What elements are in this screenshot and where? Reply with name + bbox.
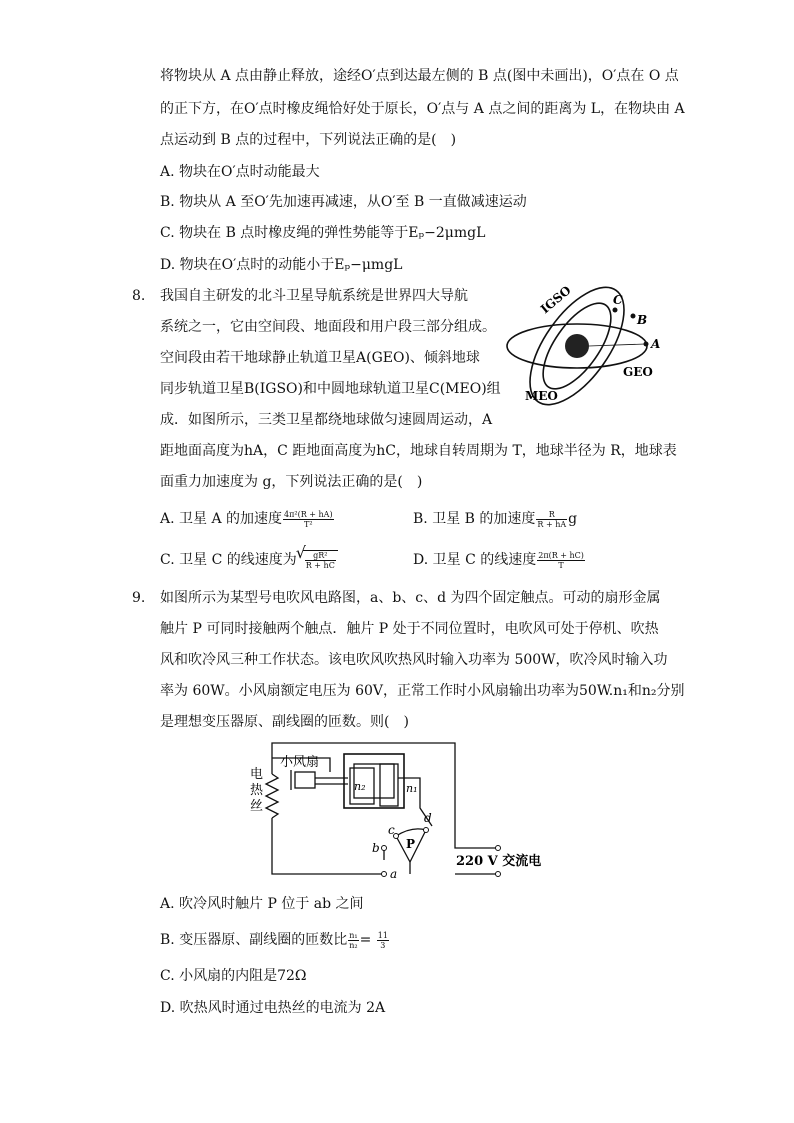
q8-option-d-fraction bbox=[537, 551, 585, 570]
q8-option-b-text: B. 卫星 B 的加速度 bbox=[413, 511, 536, 527]
q9-number: 9. bbox=[132, 590, 146, 606]
label-a: A bbox=[651, 337, 661, 351]
contact-d bbox=[424, 828, 429, 833]
q8-stem-line-3: 空间段由若干地球静止轨道卫星A(GEO)、倾斜地球 bbox=[160, 350, 480, 366]
q8-option-d-text: D. 卫星 C 的线速度 bbox=[413, 552, 537, 568]
coil-n1 bbox=[380, 764, 398, 806]
q8-stem-line-1: 我国自主研发的北斗卫星导航系统是世界四大导航 bbox=[160, 288, 468, 304]
heater-label-1: 电 bbox=[250, 767, 264, 782]
q7-option-a: A. 物块在O′点时动能最大 bbox=[160, 164, 320, 180]
d-label: d bbox=[424, 811, 432, 825]
q7-stem-line-2: 的正下方，在O′点时橡皮绳恰好处于原长，O′点与 A 点之间的距离为 L，在物块由 A bbox=[160, 101, 685, 117]
c-label: c bbox=[388, 823, 395, 837]
n2-label: n₂ bbox=[354, 780, 366, 793]
terminal-bottom bbox=[496, 872, 501, 877]
q8-stem-line-7: 面重力加速度为 g，下列说法正确的是( ) bbox=[160, 474, 423, 490]
fan-box bbox=[295, 772, 315, 788]
q8-option-a-fraction bbox=[283, 510, 334, 529]
b-label: b bbox=[372, 841, 380, 855]
q9-option-b-eq: = bbox=[359, 932, 376, 948]
q8-option-c-den: R + hC bbox=[305, 561, 335, 570]
q8-option-c bbox=[160, 550, 338, 570]
q9-stem-line-1: 如图所示为某型号电吹风电路图，a、b、c、d 为四个固定触点。可动的扇形金属 bbox=[160, 590, 661, 606]
q7-stem-line-3: 点运动到 B 点的过程中，下列说法正确的是( ) bbox=[160, 132, 457, 148]
q9-option-a: A. 吹冷风时触片 P 位于 ab 之间 bbox=[160, 896, 364, 912]
meo-label: MEO bbox=[525, 389, 558, 403]
wire-heater-bottom bbox=[272, 818, 384, 874]
q9-option-b bbox=[160, 930, 390, 950]
q9-stem-line-2: 触片 P 可同时接触两个触点．触片 P 处于不同位置时，电吹风可处于停机、吹热 bbox=[160, 621, 659, 637]
earth-icon bbox=[565, 334, 589, 358]
p-label: P bbox=[406, 837, 416, 851]
satellite-b bbox=[631, 314, 636, 319]
q9-circuit-diagram bbox=[250, 738, 550, 880]
contact-b bbox=[382, 846, 387, 851]
n1-label: n₁ bbox=[406, 782, 418, 795]
q8-stem-line-2: 系统之一，它由空间段、地面段和用户段三部分组成。 bbox=[160, 319, 496, 335]
satellite-c bbox=[613, 308, 618, 313]
q8-option-d bbox=[413, 550, 586, 570]
q8-option-c-fraction bbox=[305, 551, 336, 570]
q8-option-d-den: T bbox=[558, 560, 564, 570]
geo-label: GEO bbox=[623, 365, 653, 379]
label-c: C bbox=[613, 293, 623, 307]
q9-option-d: D. 吹热风时通过电热丝的电流为 2A bbox=[160, 1000, 386, 1016]
radius-line bbox=[589, 344, 645, 346]
q8-number: 8. bbox=[132, 288, 146, 304]
label-b: B bbox=[637, 313, 648, 327]
q7-option-d: D. 物块在O′点时的动能小于Eₚ−μmgL bbox=[160, 257, 403, 273]
q9-option-b-rnum: 11 bbox=[377, 930, 388, 940]
q8-option-b-fraction bbox=[536, 510, 567, 529]
q9-stem-line-3: 风和吹冷风三种工作状态。该电吹风吹热风时输入功率为 500W，吹冷风时输入功 bbox=[160, 652, 668, 668]
q8-option-c-sqrt bbox=[303, 550, 338, 570]
q9-option-b-rden: 3 bbox=[380, 940, 386, 950]
igso-label: IGSO bbox=[537, 283, 574, 317]
a-label: a bbox=[390, 867, 398, 880]
q9-option-c: C. 小风扇的内阻是72Ω bbox=[160, 968, 307, 984]
heater-label-3: 丝 bbox=[250, 799, 264, 814]
sector-arc bbox=[396, 829, 426, 836]
q8-option-a-text: A. 卫星 A 的加速度 bbox=[160, 511, 283, 527]
q7-option-b: B. 物块从 A 至O′先加速再减速，从O′至 B 一直做减速运动 bbox=[160, 194, 527, 210]
q8-option-a bbox=[160, 509, 335, 529]
supply-label: 220 V 交流电 bbox=[456, 854, 542, 869]
q8-option-c-num: √ gR² bbox=[305, 551, 336, 561]
q8-option-b bbox=[413, 509, 577, 529]
q8-orbit-diagram bbox=[505, 282, 670, 407]
q9-option-b-den: n₂ bbox=[349, 940, 358, 950]
q9-option-b-num: n₁ bbox=[349, 930, 358, 940]
q7-option-c: C. 物块在 B 点时橡皮绳的弹性势能等于Eₚ−2μmgL bbox=[160, 225, 486, 241]
q8-option-b-tail: g bbox=[568, 511, 578, 527]
q8-stem-line-5: 成．如图所示，三类卫星都绕地球做匀速圆周运动，A bbox=[160, 412, 493, 428]
q8-stem-line-6: 距地面高度为hA，C 距地面高度为hC，地球自转周期为 T，地球半径为 R，地球表 bbox=[160, 443, 677, 459]
q8-option-a-num: 4π²(R + hA) bbox=[284, 509, 333, 519]
q8-stem-line-4: 同步轨道卫星B(IGSO)和中圆地球轨道卫星C(MEO)组 bbox=[160, 381, 501, 397]
contact-a bbox=[382, 872, 387, 877]
q9-stem-line-4: 率为 60W。小风扇额定电压为 60V，正常工作时小风扇输出功率为50W.n₁和n₂分别 bbox=[160, 683, 685, 699]
fan-label: 小风扇 bbox=[280, 755, 320, 770]
q9-option-b-ratio bbox=[348, 931, 358, 950]
q9-option-b-text: B. 变压器原、副线圈的匝数比 bbox=[160, 932, 348, 948]
q8-option-a-den: T² bbox=[304, 519, 313, 529]
heater-resistor bbox=[266, 774, 278, 818]
satellite-a bbox=[644, 342, 649, 347]
q7-stem-line-1: 将物块从 A 点由静止释放，途经O′点到达最左侧的 B 点(图中未画出)，O′点在 O 点 bbox=[160, 68, 679, 84]
q8-option-c-text: C. 卫星 C 的线速度为 bbox=[160, 552, 297, 568]
heater-label-2: 热 bbox=[250, 783, 264, 798]
q9-stem-line-5: 是理想变压器原、副线圈的匝数。则( ) bbox=[160, 714, 409, 730]
q8-option-b-num: R bbox=[536, 510, 567, 520]
terminal-top bbox=[496, 846, 501, 851]
q9-option-b-value bbox=[377, 931, 389, 950]
q8-option-d-num: 2π(R + hC) bbox=[538, 550, 584, 560]
q8-option-b-den: R + hA bbox=[537, 519, 567, 529]
